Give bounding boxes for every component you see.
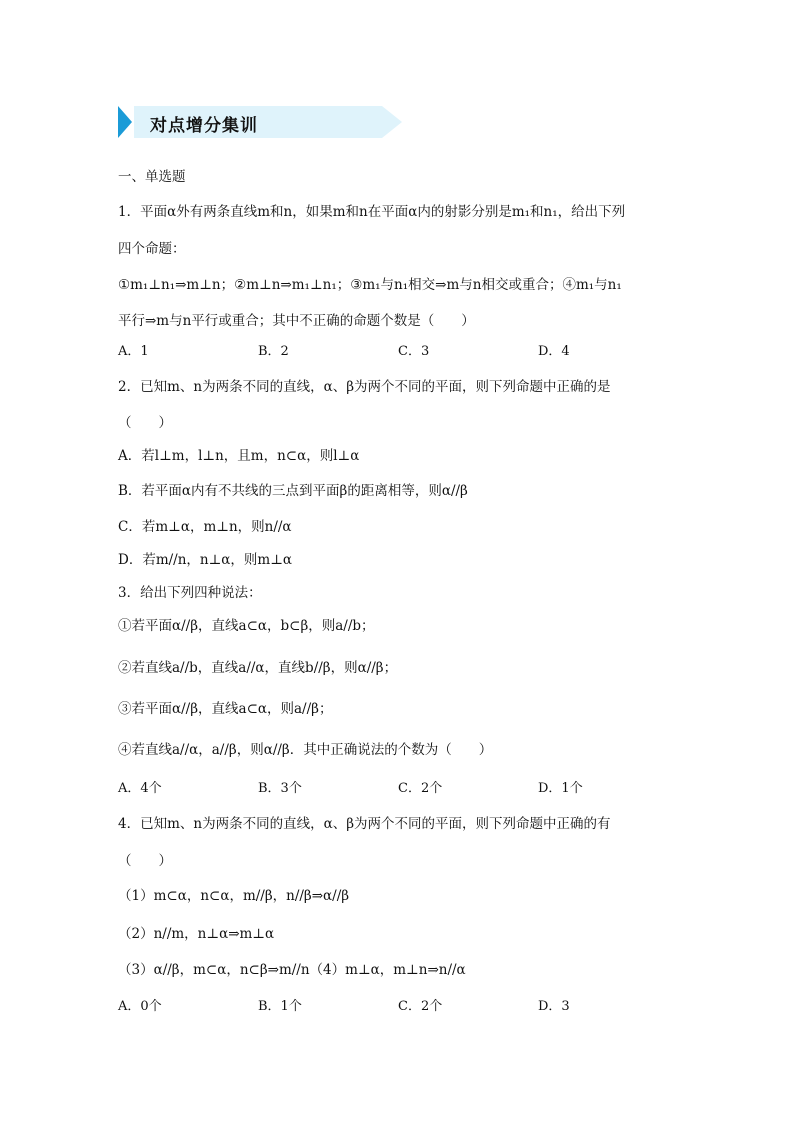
q4-proposition-3-4: （3）α//β，m⊂α，n⊂β⇒m//n（4）m⊥α，m⊥n⇒n//α [118, 962, 466, 978]
q3-statement-2: ②若直线a//b，直线a//α，直线b//β，则α//β； [118, 660, 398, 676]
q1-line4: 平行⇒m与n平行或重合；其中不正确的命题个数是（ ） [118, 313, 475, 329]
section-banner [118, 106, 402, 138]
q4-proposition-2: （2）n//m，n⊥α⇒m⊥α [118, 926, 275, 942]
q2-line1: 2．已知m、n为两条不同的直线，α、β为两个不同的平面，则下列命题中正确的是 [118, 379, 611, 395]
q3-statement-4: ④若直线a//α，a//β，则α//β．其中正确说法的个数为（ ） [118, 742, 493, 758]
q1-line2: 四个命题： [118, 241, 186, 257]
q2-option-d: D．若m//n，n⊥α，则m⊥α [118, 552, 293, 568]
q3-option-d: D．1个 [538, 781, 583, 796]
q3-statement-3: ③若平面α//β，直线a⊂α，则a//β； [118, 701, 333, 717]
q2-option-c: C．若m⊥α，m⊥n，则n//α [118, 519, 292, 535]
q3-option-b: B．3个 [258, 781, 302, 796]
section-title: 对点增分集训 [150, 116, 258, 136]
section-heading: 一、单选题 [118, 169, 186, 185]
q4-proposition-1: （1）m⊂α，n⊂α，m//β，n//β⇒α//β [118, 888, 350, 904]
q2-line2: （ ） [118, 415, 172, 431]
q1-line1: 1．平面α外有两条直线m和n，如果m和n在平面α内的射影分别是m₁和n₁，给出下列 [118, 204, 626, 220]
q3-line1: 3．给出下列四种说法： [118, 585, 262, 601]
q3-option-a: A．4个 [118, 781, 162, 796]
q4-option-b: B．1个 [258, 999, 302, 1014]
q4-option-a: A．0个 [118, 999, 162, 1014]
q4-option-c: C．2个 [398, 999, 443, 1014]
q4-line1: 4．已知m、n为两条不同的直线，α、β为两个不同的平面，则下列命题中正确的有 [118, 816, 611, 832]
q1-option-c: C．3 [398, 344, 430, 359]
q1-option-b: B．2 [258, 344, 289, 359]
q2-option-a: A．若l⊥m，l⊥n，且m，n⊂α，则l⊥α [118, 448, 360, 464]
q4-option-d: D．3 [538, 999, 570, 1014]
q1-option-d: D．4 [538, 344, 570, 359]
q3-statement-1: ①若平面α//β，直线a⊂α，b⊂β，则a//b； [118, 618, 375, 634]
q3-option-c: C．2个 [398, 781, 443, 796]
q4-line2: （ ） [118, 853, 172, 869]
q1-option-a: A．1 [118, 344, 149, 359]
q2-option-b: B．若平面α内有不共线的三点到平面β的距离相等，则α//β [118, 483, 468, 499]
q1-line3: ①m₁⊥n₁⇒m⊥n；②m⊥n⇒m₁⊥n₁；③m₁与n₁相交⇒m与n相交或重合；④m₁与n₁ [118, 277, 622, 293]
